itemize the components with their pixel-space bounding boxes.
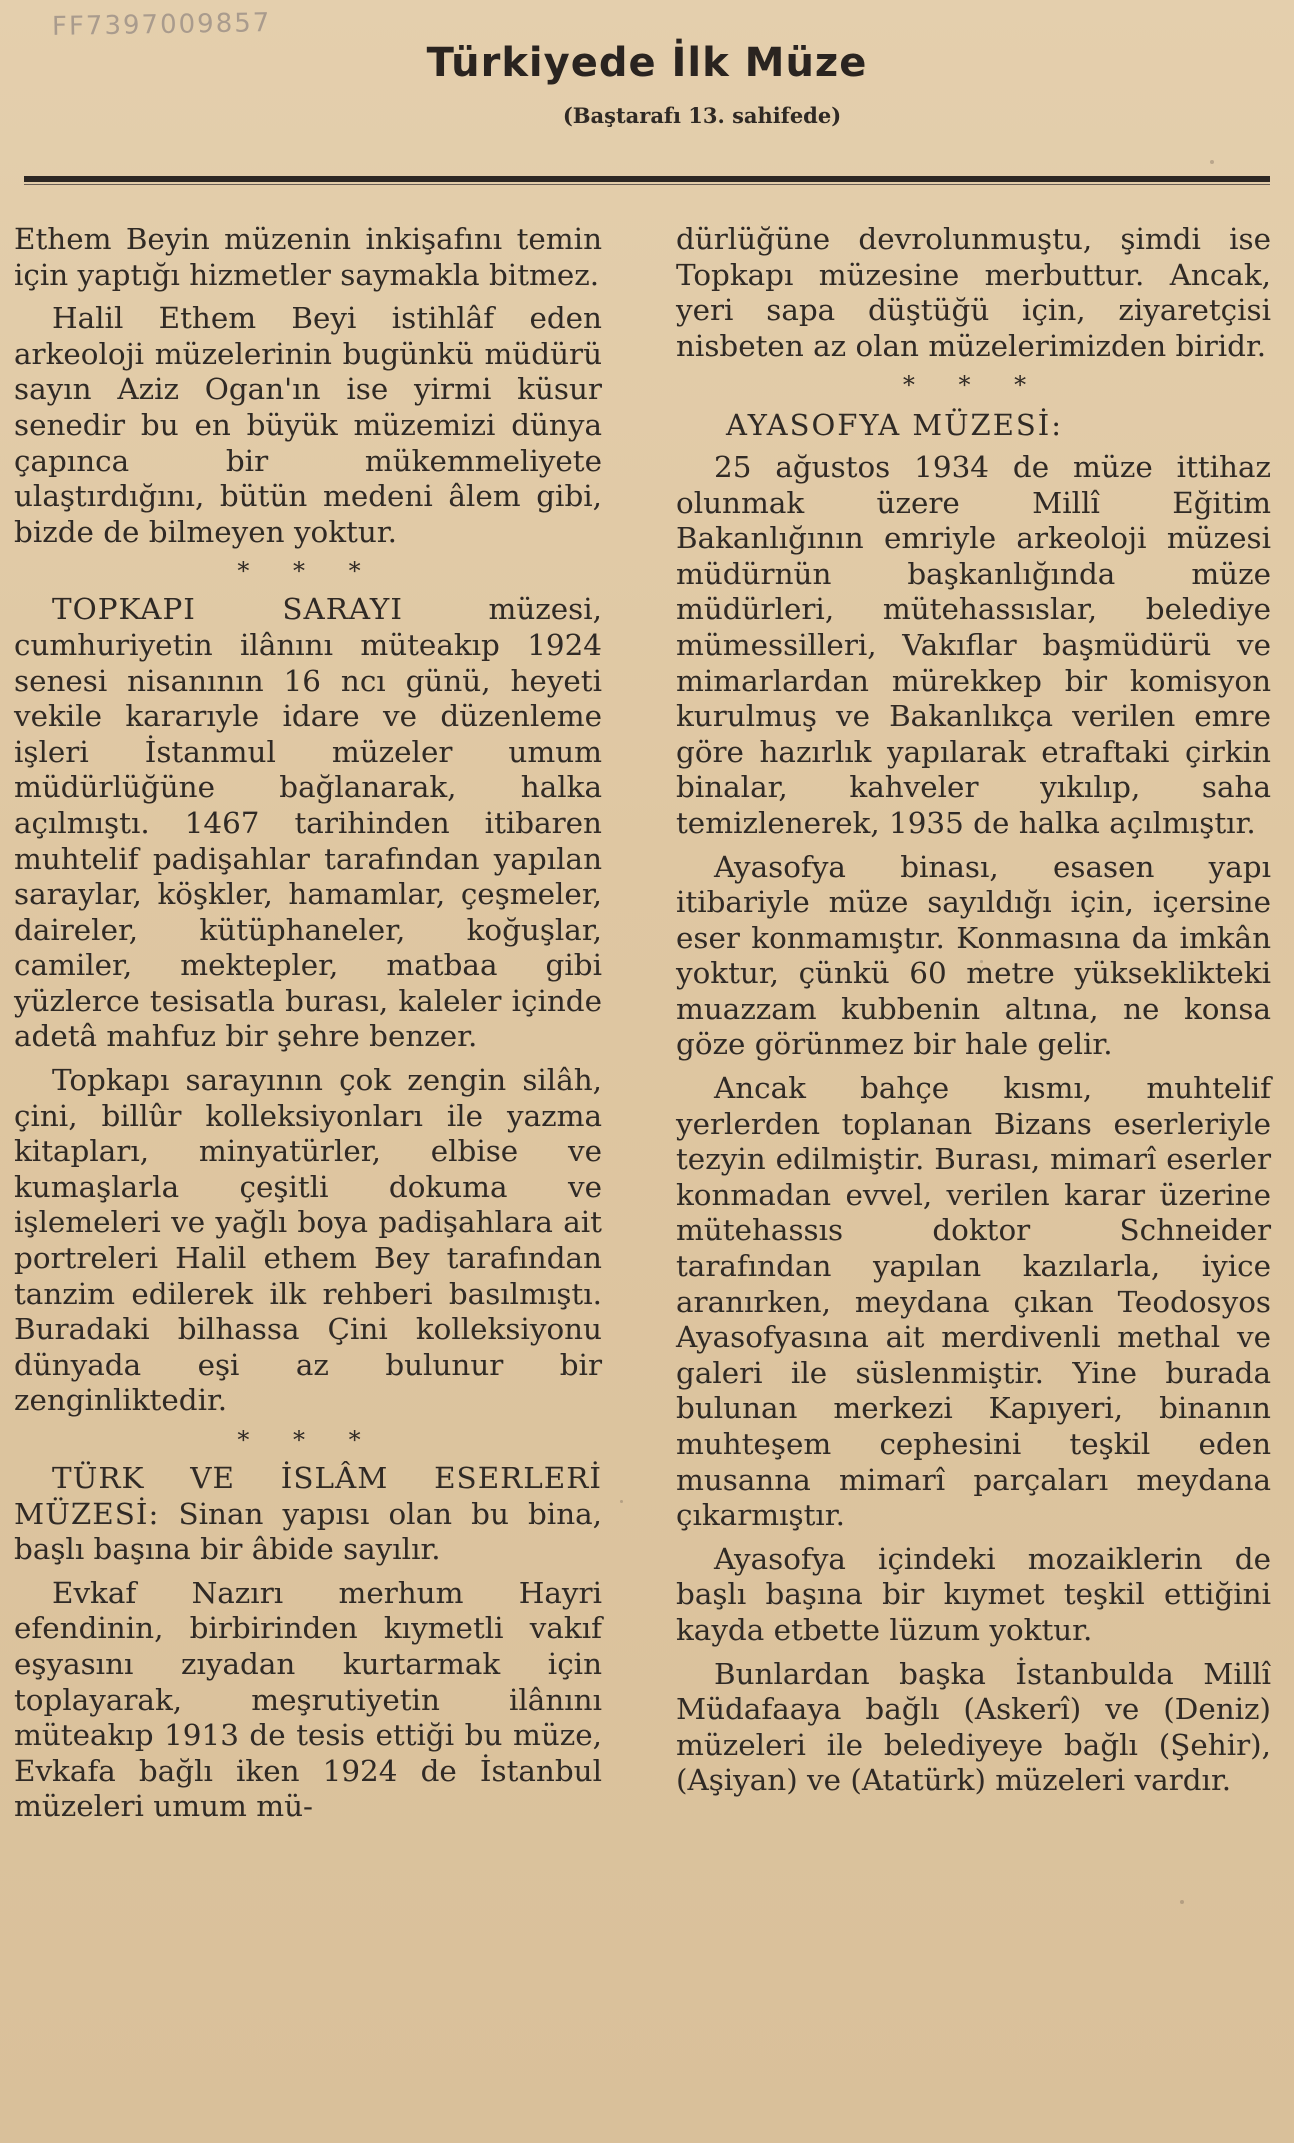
paragraph: Evkaf Nazırı merhum Hayri efendinin, birbirinden kıymetli vakıf eşyasını zıyadan kurtarmak için toplayarak, meşrutiyetin ilânını müteakıp 1913 de tesis ettiği bu müze, Evkafa bağlı iken 1924 de İstanbul müzeleri umum mü- <box>14 1575 602 1824</box>
article-subtitle: (Baştarafı 13. sahifede) <box>562 103 842 128</box>
paragraph: Topkapı sarayının çok zengin silâh, çini, billûr kolleksiyonları ile yazma kitapları, minyatürler, elbise ve kumaşlarla çeşitli dokuma ve işlemeleri ve yağlı boya padişahlara ait portreleri Halil ethem Bey tarafından tanzim edilerek ilk rehberi basılmıştı. Buradaki bilhassa Çini kolleksiyonu dünyada eşi az bulunur bir zenginliktedir. <box>14 1063 602 1418</box>
paragraph-turk-islam <box>14 1461 602 1568</box>
section-divider: * * * <box>902 371 1045 400</box>
paragraph-body: Sinan yapısı olan bu bina, başlı başına bir âbide sayılır. <box>14 1496 602 1567</box>
paragraph: Ethem Beyin müzenin inkişafını temin için yaptığı hizmetler saymakla bitmez. <box>14 222 602 292</box>
paragraph: Halil Ethem Beyi istihlâf eden arkeoloji müzelerinin bugünkü müdürü sayın Aziz Ogan'ın ise yirmi küsur senedir bu en büyük müzemizi dünya çapınca bir mükemmeliyete ulaştırdığını, bütün medeni âlem gibi, bizde de bilmeyen yoktur. <box>14 301 602 549</box>
paper-speck <box>1210 160 1214 164</box>
paragraph-body: müzesi, cumhuriyetin ilânını müteakıp 1924 senesi nisanının 16 ncı günü, heyeti vekile kararıyle idare ve düzenleme işleri İstanmul müzeler umum müdürlüğüne bağlanarak, halka açılmıştı. 1467 tarihinden itibaren muhtelif padişahlar tarafından yapılan saraylar, köşkler, hamamlar, çeşmeler, daireler, kütüphaneler, koğuşlar, camiler, mektepler, matbaa gibi yüzlerce tesisatla burası, kaleler içinde adetâ mahfuz bir şehre benzer. <box>14 592 602 1054</box>
section-divider: * * * <box>237 557 379 586</box>
header-rule-thin <box>24 184 1270 185</box>
paper-speck <box>620 1500 623 1503</box>
right-column <box>676 222 1271 1807</box>
section-divider: * * * <box>237 1426 379 1454</box>
paragraph: Ayasofya içindeki mozaiklerin de başlı başına bir kıymet teşkil ettiğini kayda etbette lüzum yoktur. <box>676 1541 1271 1647</box>
paragraph: Ayasofya binası, esasen yapı itibariyle müze sayıldığı için, içersine eser konmamıştır. Konmasına da imkân yoktur, çünkü 60 metre yükseklikteki muazzam kubbenin altına, ne konsa göze görünmez bir hale gelir. <box>676 849 1271 1062</box>
archive-stamp: FF7397009857 <box>51 8 272 42</box>
section-heading-turk-islam: TÜRK VE İSLÂM ESERLERİ MÜZESİ: <box>14 1461 602 1531</box>
section-heading-topkapi: TOPKAPI SARAYI <box>52 592 403 627</box>
header-rule <box>24 176 1270 182</box>
section-heading-ayasofya: AYASOFYA MÜZESİ: <box>726 408 1063 443</box>
paper-speck <box>980 960 983 963</box>
paragraph: Bunlardan başka İstanbulda Millî Müdafaaya bağlı (Askerî) ve (Deniz) müzeleri ile belediyeye bağlı (Şehir), (Aşiyan) ve (Atatürk) müzeleri vardır. <box>676 1656 1271 1798</box>
paragraph: 25 ağustos 1934 de müze ittihaz olunmak üzere Millî Eğitim Bakanlığının emriyle arkeoloji müzesi müdürnün başkanlığında müze müdürleri, mütehassıslar, belediye mümessilleri, Vakıflar başmüdürü ve mimarlardan mürekkep bir komisyon kurulmuş ve Bakanlıkça verilen emre göre hazırlık yapılarak etraftaki çirkin binalar, kahveler yıkılıp, saha temizlenerek, 1935 de halka açılmıştır. <box>676 449 1271 840</box>
paragraph: Ancak bahçe kısmı, muhtelif yerlerden toplanan Bizans eserleriyle tezyin edilmiştir. Burası, mimarî eserler konmadan evvel, verilen karar üzerine mütehassıs doktor Schneider tarafından yapılan kazılarla, iyice aranırken, meydana çıkan Teodosyos Ayasofyasına ait merdivenli methal ve galeri ile süslenmiştir. Yine burada bulunan merkezi Kapıyeri, binanın muhteşem cephesini teşkil eden musanna mimarî parçaları meydana çıkarmıştır. <box>676 1071 1271 1533</box>
paper-speck <box>1180 1900 1184 1904</box>
left-column <box>14 222 602 1833</box>
paragraph: dürlüğüne devrolunmuştu, şimdi ise Topkapı müzesine merbuttur. Ancak, yeri sapa düştüğü için, ziyaretçisi nisbeten az olan müzelerimizden biridr. <box>676 222 1271 363</box>
paper-speck <box>140 640 143 643</box>
article-title: Türkiyede İlk Müze <box>426 40 868 86</box>
paragraph-topkapi <box>14 592 602 1055</box>
